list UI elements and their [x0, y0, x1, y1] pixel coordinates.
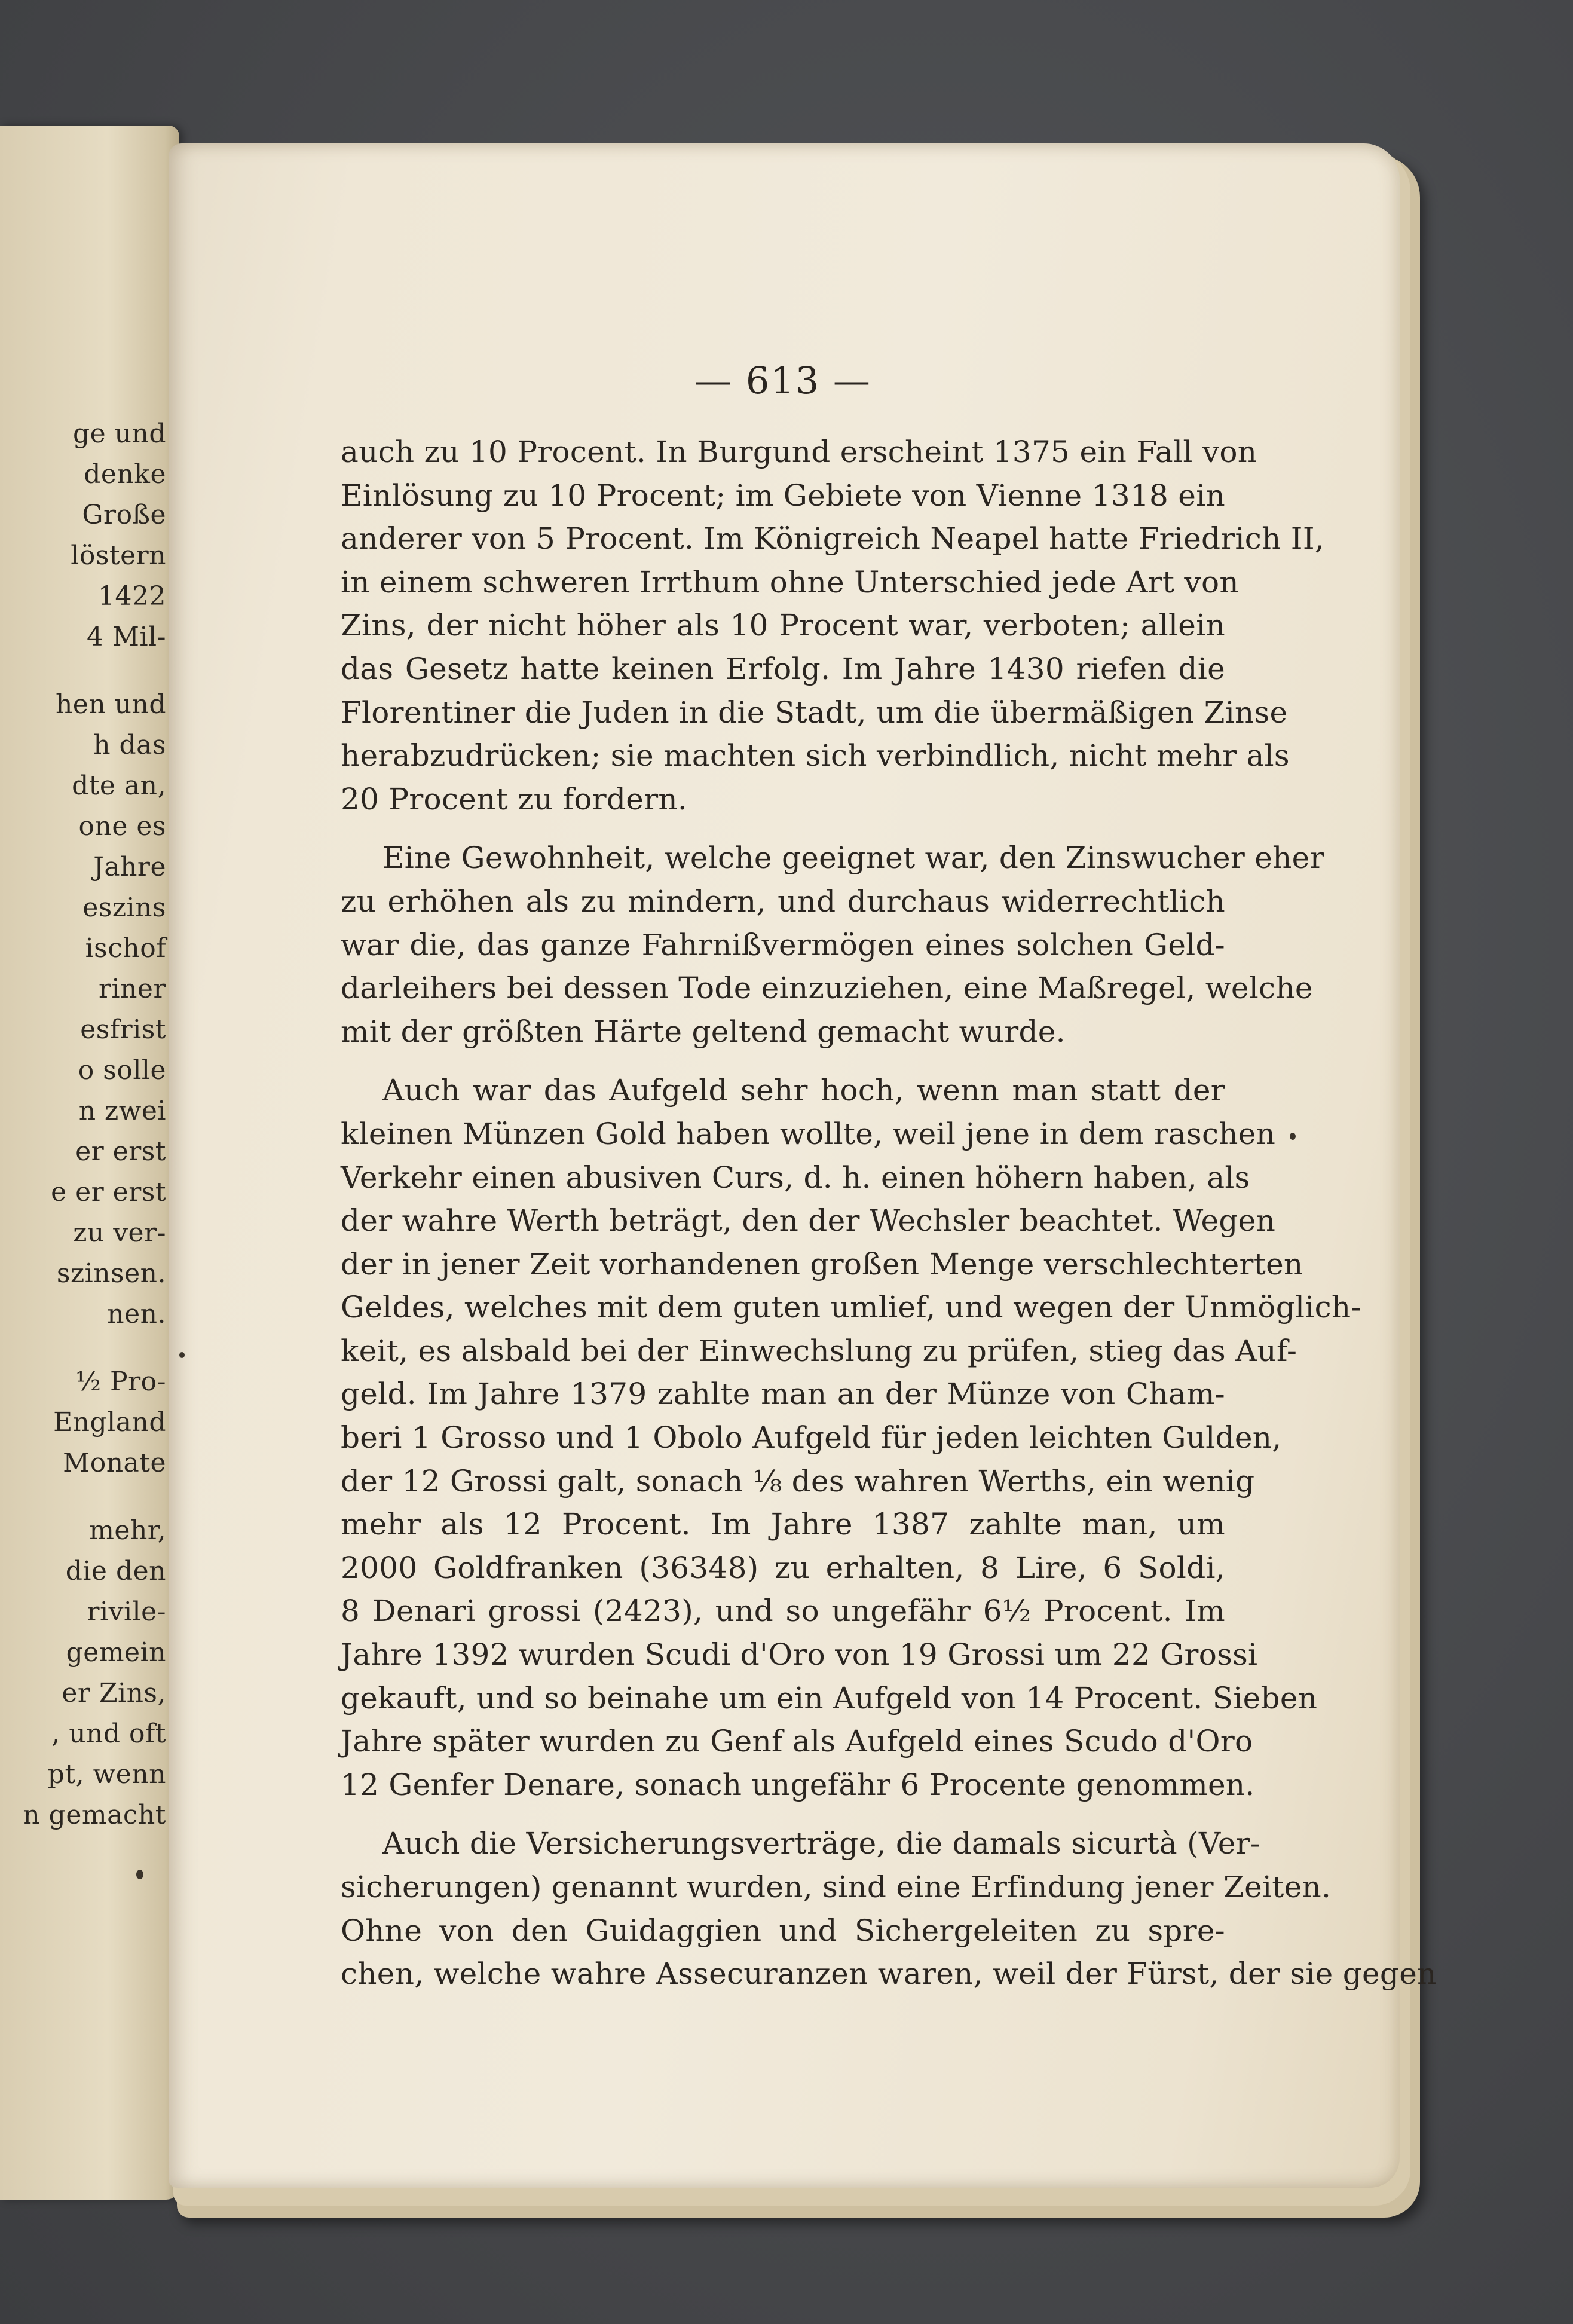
text-line: der wahre Werth beträgt, den der Wechsler beachtet. Wegen: [341, 1203, 1276, 1239]
text-line: Jahre 1392 wurden Scudi d'Oro von 19 Grossi um 22 Grossi: [341, 1637, 1258, 1672]
paper-speck: [179, 1352, 185, 1358]
text-line: kleinen Münzen Gold haben wollte, weil jene in dem raschen: [341, 1116, 1276, 1151]
text-line: der in jener Zeit vorhandenen großen Menge verschlechterten: [341, 1246, 1303, 1282]
text-line: herabzudrücken; sie machten sich verbindlich, nicht mehr als: [341, 738, 1290, 773]
text-line: Zins, der nicht höher als 10 Procent war, verboten; allein: [341, 608, 1225, 643]
text-line: das Gesetz hatte keinen Erfolg. Im Jahre 1430 riefen die: [341, 651, 1225, 686]
text-line: Auch die Versicherungsverträge, die damals sicurtà (Ver-: [382, 1826, 1261, 1861]
previous-page-text-fragment: 1422: [98, 581, 166, 611]
text-line: gekauft, und so beinahe um ein Aufgeld von 14 Procent. Sieben: [341, 1680, 1318, 1716]
previous-page-text-fragment: szinsen.: [56, 1258, 166, 1289]
text-line: sicherungen) genannt wurden, sind eine Erfindung jener Zeiten.: [341, 1870, 1332, 1904]
text-line: Verkehr einen abusiven Curs, d. h. einen höhern haben, als: [341, 1160, 1250, 1195]
text-line: mehr als 12 Procent. Im Jahre 1387 zahlte man, um: [341, 1507, 1225, 1542]
previous-page-text-fragment: hen und: [55, 689, 166, 720]
text-line: 8 Denari grossi (2423), und so ungefähr 6½ Procent. Im: [341, 1594, 1225, 1629]
previous-page-text-fragment: ½ Pro-: [75, 1366, 166, 1397]
previous-page-text-fragment: esfrist: [80, 1014, 166, 1045]
previous-page-text-fragment: , und oft: [51, 1718, 166, 1749]
text-line: darleihers bei dessen Tode einzuziehen, eine Maßregel, welche: [341, 971, 1313, 1006]
previous-page-text-fragment: h das: [93, 730, 166, 760]
paper-speck: [136, 1870, 143, 1879]
text-line: mit der größten Härte geltend gemacht wurde.: [341, 1014, 1066, 1049]
previous-page-text-fragment: er erst: [75, 1136, 166, 1167]
text-line: keit, es alsbald bei der Einwechslung zu prüfen, stieg das Auf-: [341, 1333, 1297, 1368]
text-line: 2000 Goldfranken (36348) zu erhalten, 8 Lire, 6 Soldi,: [341, 1550, 1225, 1585]
paragraph: [341, 1069, 1361, 1806]
previous-page-text-fragment: nen.: [107, 1299, 166, 1329]
previous-page-text-fragment: denke: [84, 459, 166, 490]
text-line: 12 Genfer Denare, sonach ungefähr 6 Procente genommen.: [341, 1767, 1255, 1802]
text-line: Ohne von den Guidaggien und Sichergeleiten zu spre-: [341, 1913, 1225, 1948]
text-line: Geldes, welches mit dem guten umlief, und wegen der Unmöglich-: [341, 1290, 1361, 1325]
text-line: war die, das ganze Fahrnißvermögen eines solchen Geld-: [341, 927, 1225, 962]
previous-page-text-fragment: eszins: [82, 892, 166, 923]
previous-page-text-fragment: o solle: [78, 1055, 166, 1085]
text-line: Florentiner die Juden in die Stadt, um die übermäßigen Zinse: [341, 695, 1288, 730]
paragraph: [341, 430, 1325, 821]
paragraph: [341, 1822, 1437, 1995]
text-line: in einem schweren Irrthum ohne Unterschied jede Art von: [341, 564, 1239, 600]
previous-page-text-fragment: n zwei: [78, 1096, 166, 1126]
previous-page-text-fragment: die den: [65, 1556, 166, 1586]
previous-page-text-fragment: e er erst: [51, 1177, 166, 1207]
previous-page-text-fragment: Jahre: [93, 852, 166, 882]
paragraph: [341, 836, 1324, 1053]
paragraph-gap: [341, 1053, 1225, 1069]
text-line: chen, welche wahre Assecuranzen waren, weil der Fürst, der sie gegen: [341, 1956, 1437, 1992]
previous-page-text-fragment: Große: [82, 500, 166, 530]
previous-page-text-fragment: Monate: [63, 1448, 166, 1478]
page-number: — 613 —: [694, 359, 871, 402]
text-line: Einlösung zu 10 Procent; im Gebiete von Vienne 1318 ein: [341, 478, 1225, 513]
text-line: Auch war das Aufgeld sehr hoch, wenn man statt der: [382, 1073, 1225, 1108]
previous-page-text-fragment: ge und: [72, 418, 166, 449]
previous-page-text-fragment: England: [53, 1407, 166, 1438]
previous-page-text-fragment: riner: [98, 974, 166, 1004]
previous-page-text-fragment: rivile-: [87, 1597, 166, 1627]
previous-page-text-fragment: pt, wenn: [47, 1759, 166, 1790]
text-line: beri 1 Grosso und 1 Obolo Aufgeld für jeden leichten Gulden,: [341, 1420, 1282, 1455]
paragraph-gap: [341, 1806, 1225, 1822]
text-line: zu erhöhen als zu mindern, und durchaus widerrechtlich: [341, 883, 1225, 919]
paragraph-gap: [341, 821, 1225, 836]
previous-page-text-fragment: n gemacht: [23, 1800, 166, 1830]
previous-page-text-fragment: zu ver-: [73, 1218, 166, 1248]
previous-page-text-fragment: mehr,: [89, 1515, 166, 1546]
text-line: geld. Im Jahre 1379 zahlte man an der Münze von Cham-: [341, 1377, 1225, 1412]
previous-page-edge: [0, 126, 179, 2200]
previous-page-text-fragment: 4 Mil-: [86, 622, 166, 652]
previous-page-text-fragment: dte an,: [72, 770, 166, 801]
body-text: [341, 430, 1437, 1996]
previous-page-text-fragment: gemein: [66, 1637, 166, 1668]
text-line: der 12 Grossi galt, sonach ⅛ des wahren Werths, ein wenig: [341, 1463, 1255, 1499]
paper-speck: [1290, 1133, 1296, 1140]
text-line: Eine Gewohnheit, welche geeignet war, den Zinswucher eher: [382, 840, 1324, 876]
previous-page-text-fragment: löstern: [71, 540, 166, 571]
previous-page-text-fragment: ischof: [85, 933, 166, 964]
previous-page-text-fragment: one es: [78, 811, 166, 842]
text-line: Jahre später wurden zu Genf als Aufgeld eines Scudo d'Oro: [341, 1724, 1253, 1759]
previous-page-text-fragment: er Zins,: [62, 1678, 166, 1708]
text-line: auch zu 10 Procent. In Burgund erscheint 1375 ein Fall von: [341, 435, 1257, 469]
text-line: anderer von 5 Procent. Im Königreich Neapel hatte Friedrich II,: [341, 521, 1325, 556]
text-line: 20 Procent zu fordern.: [341, 781, 688, 817]
